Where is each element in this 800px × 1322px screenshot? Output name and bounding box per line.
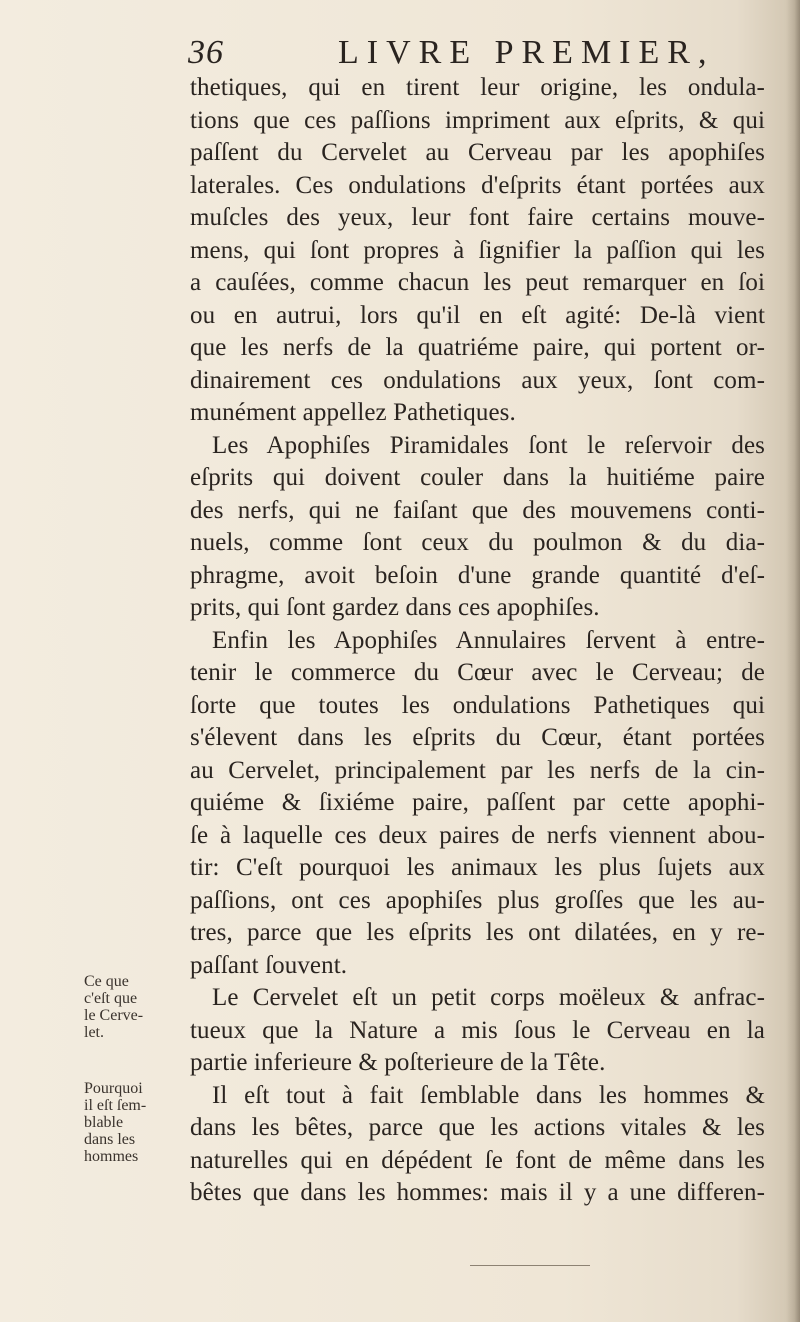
margin-note-line: blable [84,1114,124,1131]
text-line: dinairement ces ondulations aux yeux, ſont com- [190,366,765,394]
text-line: que les nerfs de la quatriéme paire, qui portent or- [190,334,765,361]
text-line: tenir le commerce du Cœur avec le Cerveau; de [190,659,765,686]
text-line: muſcles des yeux, leur font faire certains mouve- [190,204,765,231]
text-line: Enfin les Apophiſes Annulaires ſervent à entre- [212,626,765,654]
text-line: tres, parce que les eſprits les ont dilatées, en y re- [190,919,765,946]
text-line: tir: C'eſt pourquoi les animaux les plus ſujets aux [190,854,765,881]
margin-note-line: Ce que [84,973,129,990]
printer-rule [470,1265,590,1266]
margin-note-line: let. [84,1024,104,1041]
text-line: partie inferieure & poſterieure de la Tête. [190,1049,606,1076]
page-header [188,34,768,74]
margin-note [84,973,184,1041]
text-line: ſorte que toutes les ondulations Pathetiques qui [190,691,765,719]
margin-note-line: il eſt ſem- [84,1097,147,1114]
text-line: thetiques, qui en tirent leur origine, les ondula- [190,74,765,101]
margin-note-line: le Cerve- [84,1007,144,1024]
text-line: laterales. Ces ondulations d'eſprits étant portées aux [190,171,765,199]
margin-note-line: dans les [84,1131,136,1148]
text-line: quiéme & ſixiéme paire, paſſent par cette apophi- [190,789,765,816]
text-line: ſe à laquelle ces deux paires de nerfs viennent abou- [190,821,765,849]
margin-note [84,1080,184,1165]
text-line: prits, qui ſont gardez dans ces apophiſes. [190,594,600,621]
body-text [190,72,765,1210]
text-line: nuels, comme ſont ceux du poulmon & du dia- [190,529,765,556]
text-line: bêtes que dans les hommes: mais il y a une differen- [190,1179,765,1206]
text-line: paſſions, ont ces apophiſes plus groſſes que les au- [190,886,765,914]
text-line: mens, qui ſont propres à ſignifier la paſſion qui les [190,236,765,264]
text-line: au Cervelet, principalement par les nerfs de la cin- [190,756,765,784]
text-line: naturelles qui en dépédent ſe font de même dans les [190,1146,765,1174]
margin-note-line: hommes [84,1148,139,1165]
text-line: dans les bêtes, parce que les actions vitales & les [190,1114,765,1141]
text-line: paſſent du Cervelet au Cerveau par les apophiſes [190,139,765,166]
margin-note-line: c'eſt que [84,990,138,1007]
text-line: a cauſées, comme chacun les peut remarquer en ſoi [190,269,765,296]
page-number: 36 [188,34,224,71]
text-line: s'élevent dans les eſprits du Cœur, étant portées [190,724,765,751]
running-head: LIVRE PREMIER, [338,34,715,71]
text-line: Il eſt tout à fait ſemblable dans les hommes & [212,1081,765,1109]
text-line: munément appellez Pathetiques. [190,399,516,426]
page-edge-shadow [786,0,800,1322]
text-line: tions que ces paſſions impriment aux eſprits, & qui [190,106,765,134]
text-line: eſprits qui doivent couler dans la huitiéme paire [190,464,765,491]
text-line: paſſant ſouvent. [190,951,348,979]
text-line: Les Apophiſes Piramidales ſont le reſervoir des [212,431,765,459]
text-line: Le Cervelet eſt un petit corps moëleux & anfrac- [212,984,765,1011]
text-line: phragme, avoit beſoin d'une grande quantité d'eſ- [190,561,765,589]
text-line: ou en autrui, lors qu'il en eſt agité: De-là vient [190,301,765,329]
margin-note-line: Pourquoi [84,1080,143,1097]
text-line: tueux que la Nature a mis ſous le Cerveau en la [190,1016,765,1044]
text-line: des nerfs, qui ne faiſant que des mouvemens conti- [190,496,765,524]
